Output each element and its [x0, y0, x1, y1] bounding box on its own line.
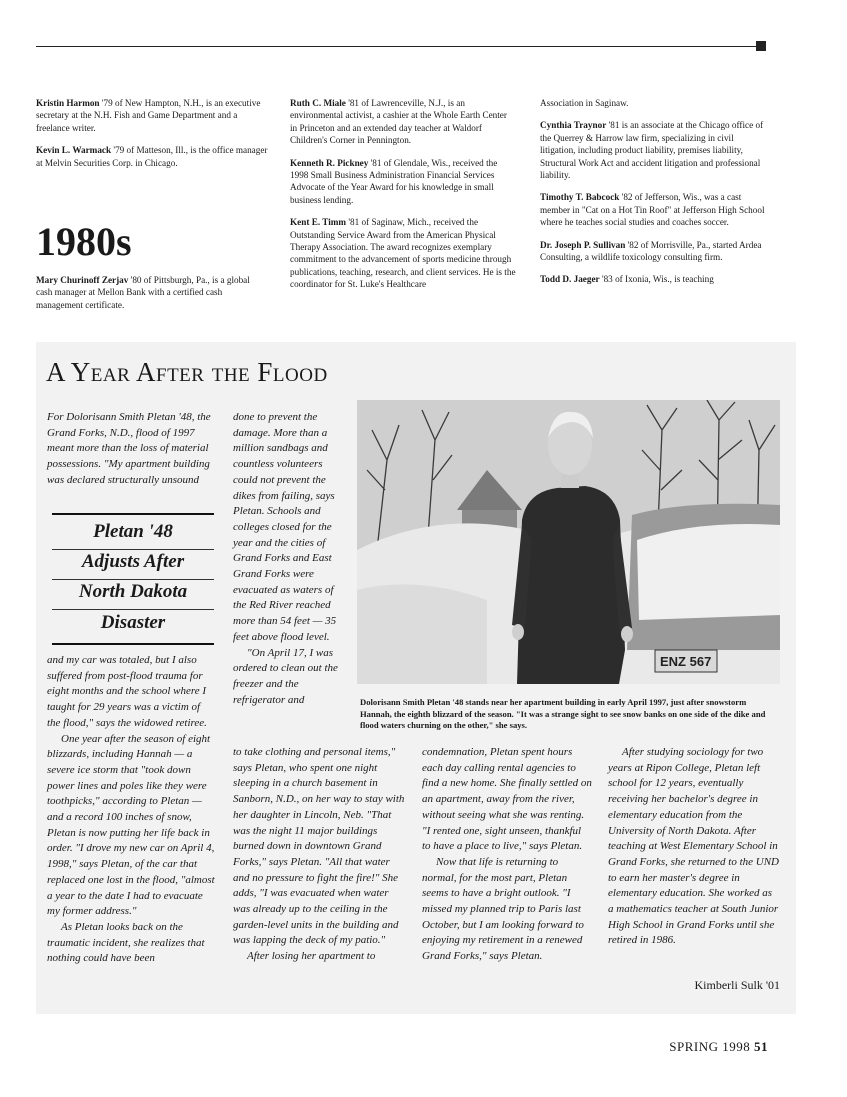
story-column-3	[422, 745, 592, 965]
notes-column-3	[540, 97, 766, 296]
byline: Kimberli Sulk '01	[694, 978, 780, 992]
photo-caption: Dolorisann Smith Pletan '48 stands near her apartment building in early April 1997, just after snowstorm Hannah, the eighth blizzard of the season. "It was a strange sight to see snow banks on one side of the dike and flood waters churning on the other," she says.	[360, 697, 766, 730]
story-column-2-narrow	[233, 410, 345, 708]
license-plate: ENZ 567	[660, 654, 712, 669]
story-paragraph: and my car was totaled, but I also suffered from post-flood trauma for eight months and the school where I taught for 29 years was a victim of the flood," says the widowed retiree.	[47, 654, 207, 729]
notes-column-1-continued	[36, 274, 268, 321]
top-rule-square	[756, 41, 766, 51]
feature-photo	[357, 400, 780, 684]
deck-line: Disaster	[100, 612, 166, 633]
class-note: Timothy T. Babcock '82 of Jefferson, Wis., was a cast member in "Cat on a Hot Tin Roof" at Jefferson High School where he teaches social studies and coaches soccer.	[540, 192, 765, 228]
photo-illustration	[357, 400, 780, 684]
notes-column-2	[290, 97, 516, 301]
page-folio: SPRING 1998 51	[669, 1039, 768, 1054]
class-note: Ruth C. Miale '81 of Lawrenceville, N.J., is an environmental activist, a cashier at the Whole Earth Center in Princeton and an extended day teacher at Waldorf Children's Corner in Pennington.	[290, 98, 507, 146]
deck-divider	[52, 609, 214, 610]
decade-heading: 1980s	[36, 219, 132, 264]
class-note: Mary Churinoff Zerjav '80 of Pittsburgh, Pa., is a global cash manager at Mellon Bank with a certified cash management certificate.	[36, 275, 250, 310]
story-paragraph: "On April 17, I was ordered to clean out the freezer and the refrigerator and	[233, 646, 338, 706]
story-paragraph: After losing her apartment to	[247, 950, 376, 963]
class-note: Kristin Harmon '79 of New Hampton, N.H., is an executive secretary at the N.H. Fish and Game Department and a freelance writer.	[36, 98, 261, 133]
story-paragraph: done to prevent the damage. More than a million sandbags and countless volunteers could not prevent the dikes from failing, says Pletan. Schools and colleges closed for the year and the cities of Grand Forks and East Grand Forks were evacuated as waters of the Red River reached more than 54 feet — 35 feet above flood level.	[233, 411, 337, 643]
story-paragraph: After studying sociology for two years at Ripon College, Pletan left school for 12 years, eventually receiving her bachelor's degree in elementary education from the University of North Dakota. After teaching at West Elementary School in Grand Forks, she returned to the UND to earn her master's degree in elementary education. She worked as a mathematics teacher at South Junior High School in Grand Forks until she retired in 1986.	[608, 746, 779, 947]
deck-line: North Dakota	[78, 581, 188, 602]
deck-line: Pletan '48	[93, 521, 173, 542]
class-note: Todd D. Jaeger '83 of Ixonia, Wis., is teaching	[540, 274, 714, 285]
story-column-1-bottom	[47, 653, 215, 967]
deck-divider	[52, 579, 214, 580]
story-paragraph: condemnation, Pletan spent hours each day calling rental agencies to find a new home. She finally settled on an apartment, away from the river, without seeing what she was renting. "I rented one, sight unseen, thankful to have a place to live," says Pletan.	[422, 746, 592, 853]
class-note: Dr. Joseph P. Sullivan '82 of Morrisville, Pa., started Ardea Consulting, a wildlife toxicology consulting firm.	[540, 239, 762, 263]
deck-divider	[52, 549, 214, 550]
deck-line: Adjusts After	[81, 551, 185, 572]
class-note: Kenneth R. Pickney '81 of Glendale, Wis., received the 1998 Small Business Administration Financial Services Advocate of the Year Award for his knowledge in small business lending.	[290, 157, 498, 205]
top-rule	[36, 46, 758, 47]
notes-column-1	[36, 97, 268, 179]
story-paragraph: Now that life is returning to normal, for the most part, Pletan seems to have a bright outlook. "I missed my planned trip to Paris last October, but I am looking forward to enjoying my retirement in a renewed Grand Forks," says Pletan.	[422, 855, 584, 963]
class-note: Kent E. Timm '81 of Saginaw, Mich., received the Outstanding Service Award from the American Physical Therapy Association. The award recognizes exemplary commitment to the advancement of sports medicine through publications, teaching, research, and client services. He is the coordinator for St. Luke's Healthcare	[290, 217, 516, 290]
story-column-4	[608, 745, 780, 949]
story-paragraph: One year after the season of eight blizzards, including Hannah — a severe ice storm that "took down power lines and poles like they were toothpicks," according to Pletan — and a record 100 inches of snow, Pletan is now putting her life back in order. "I drove my new car on April 4, 1998," says Pletan, of the car that replaced one lost in the flood, "almost a year to the date I had to evacuate my former address."	[47, 732, 215, 918]
class-note: Kevin L. Warmack '79 of Matteson, Ill., is the office manager at Melvin Securities Corp. in Chicago.	[36, 145, 268, 168]
story-column-1-top	[47, 410, 215, 489]
story-deck	[52, 513, 214, 645]
story-paragraph: For Dolorisann Smith Pletan '48, the Grand Forks, N.D., flood of 1997 meant more than the loss of material possessions. "My apartment building was declared structurally unsound	[47, 411, 211, 486]
class-note-continued: Association in Saginaw.	[540, 98, 629, 108]
story-paragraph: As Pletan looks back on the traumatic incident, she realizes that nothing could have been	[47, 920, 205, 965]
feature-title: A Year After the Flood	[46, 357, 328, 387]
class-note: Cynthia Traynor '81 is an associate at the Chicago office of the Querrey & Harrow law firm, specializing in civil litigation, including product liability, premises liability, Structural Work Act and accident litigation and professional liability.	[540, 120, 764, 181]
story-column-2-wide	[233, 745, 405, 965]
story-paragraph: to take clothing and personal items," says Pletan, who spent one night sleeping in a church basement in Sanborn, N.D., on her way to stay with her daughter in Lincoln, Neb. "That was the night 11 major buildings burned down in downtown Grand Forks," says Pletan. "All that water and no pressure to fight the fire!" She adds, "I was evacuated when water was already up to the ceiling in the garden-level units in the building and was lapping the deck of my patio."	[233, 746, 405, 947]
